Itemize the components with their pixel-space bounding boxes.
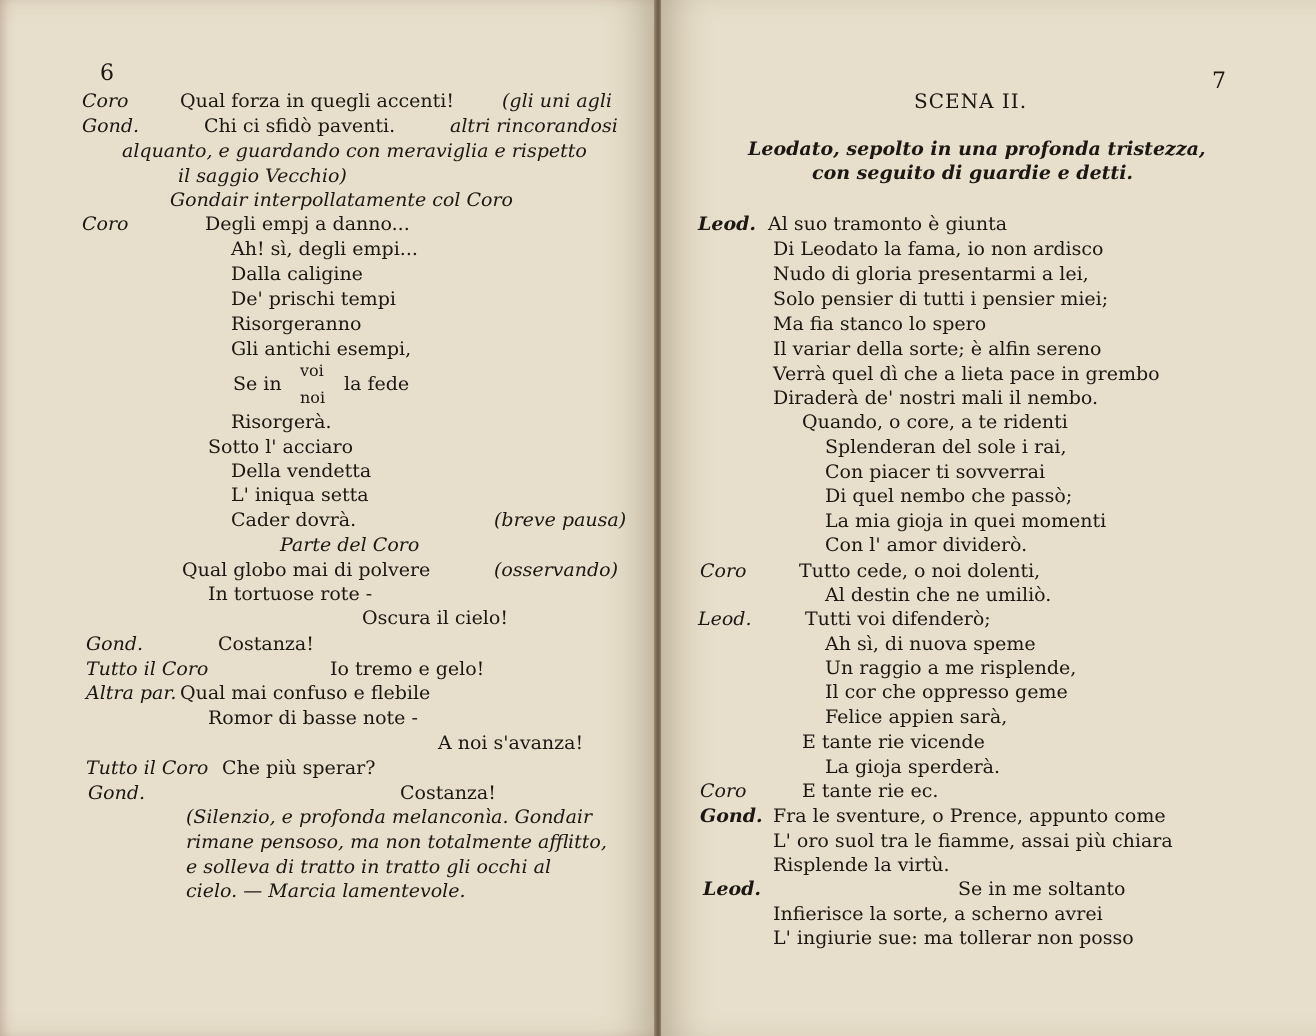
page-number: 7 bbox=[1212, 69, 1226, 94]
verse-line: In tortuose rote - bbox=[208, 583, 373, 605]
verse-line: Qual globo mai di polvere bbox=[182, 559, 431, 581]
verse-line: L' iniqua setta bbox=[231, 484, 369, 506]
stage-direction: e solleva di tratto in tratto gli occhi al bbox=[186, 856, 552, 878]
alternative-upper: voi bbox=[300, 361, 324, 380]
speaker: Gond. bbox=[700, 805, 763, 827]
stage-direction: (osservando) bbox=[494, 559, 618, 581]
verse-line: Gli antichi esempi, bbox=[231, 338, 412, 360]
verse-line: E tante rie ec. bbox=[802, 780, 939, 802]
verse-line: Con piacer ti sovverrai bbox=[825, 461, 1046, 483]
verse-line: L' ingiurie sue: ma tollerar non posso bbox=[773, 927, 1134, 949]
verse-line: La mia gioja in quei momenti bbox=[825, 510, 1107, 532]
speaker: Leod. bbox=[698, 213, 757, 235]
verse-line: Con l' amor dividerò. bbox=[825, 534, 1028, 556]
verse-line: Felice appien sarà, bbox=[825, 706, 1008, 728]
stage-direction: altri rincorandosi bbox=[450, 115, 618, 137]
verse-line: Infierisce la sorte, a scherno avrei bbox=[773, 903, 1103, 925]
verse-line: Solo pensier di tutti i pensier miei; bbox=[773, 288, 1109, 310]
speaker: Gond. bbox=[86, 633, 144, 655]
verse-line: Risorgeranno bbox=[231, 313, 362, 335]
verse-line: Degli empj a danno... bbox=[205, 213, 410, 235]
verse-line: Splenderan del sole i rai, bbox=[825, 436, 1067, 458]
left-page bbox=[0, 0, 655, 1036]
scene-title: SCENA II. bbox=[914, 89, 1028, 113]
verse-line: E tante rie vicende bbox=[802, 731, 985, 753]
verse-line: Diraderà de' nostri mali il nembo. bbox=[773, 387, 1099, 409]
page-number: 6 bbox=[100, 61, 114, 86]
speaker: Leod. bbox=[698, 608, 752, 630]
verse-line: Chi ci sfidò paventi. bbox=[204, 115, 396, 137]
verse-line: Il variar della sorte; è alfin sereno bbox=[773, 338, 1102, 360]
verse-line: Costanza! bbox=[218, 633, 314, 655]
verse-line: Tutto cede, o noi dolenti, bbox=[799, 560, 1041, 582]
verse-line: Qual forza in quegli accenti! bbox=[180, 90, 454, 112]
speaker: Coro bbox=[700, 780, 747, 802]
speaker: Gond. bbox=[88, 782, 146, 804]
speaker: Coro bbox=[82, 213, 129, 235]
verse-line: Di quel nembo che passò; bbox=[825, 485, 1073, 507]
verse-line: Se in me soltanto bbox=[958, 878, 1126, 900]
scene-direction: con seguito di guardie e detti. bbox=[812, 162, 1134, 184]
verse-line: Quando, o core, a te ridenti bbox=[802, 411, 1068, 433]
verse-line: la fede bbox=[344, 373, 410, 395]
verse-line: Fra le sventure, o Prence, appunto come bbox=[773, 805, 1166, 827]
speaker: Gond. bbox=[82, 115, 140, 137]
verse-line: L' oro suol tra le fiamme, assai più chiara bbox=[773, 830, 1173, 852]
verse-line: Che più sperar? bbox=[222, 757, 376, 779]
stage-direction: il saggio Vecchio) bbox=[178, 165, 347, 187]
stage-direction: (Silenzio, e profonda melanconìa. Gondair bbox=[186, 806, 593, 828]
stage-direction: (breve pausa) bbox=[494, 509, 627, 531]
verse-line: Ah sì, di nuova speme bbox=[825, 633, 1036, 655]
stage-direction: Parte del Coro bbox=[280, 534, 420, 556]
stage-direction: cielo. — Marcia lamentevole. bbox=[186, 880, 466, 902]
verse-line: Di Leodato la fama, io non ardisco bbox=[773, 238, 1104, 260]
verse-line: Verrà quel dì che a lieta pace in grembo bbox=[773, 363, 1160, 385]
speaker: Tutto il Coro bbox=[86, 658, 209, 680]
verse-line: Io tremo e gelo! bbox=[330, 658, 485, 680]
verse-line: Tutti voi difenderò; bbox=[805, 608, 991, 630]
verse-line: Ma fia stanco lo spero bbox=[773, 313, 987, 335]
speaker: Tutto il Coro bbox=[86, 757, 209, 779]
speaker: Altra par. bbox=[86, 682, 177, 704]
verse-line: Al destin che ne umiliò. bbox=[825, 584, 1052, 606]
verse-line: La gioja sperderà. bbox=[825, 756, 1001, 778]
verse-line: Il cor che oppresso geme bbox=[825, 681, 1068, 703]
verse-line: Costanza! bbox=[400, 782, 496, 804]
verse-line: Risplende la virtù. bbox=[773, 854, 950, 876]
scene-direction: Leodato, sepolto in una profonda tristezza, bbox=[748, 138, 1206, 160]
verse-line: Nudo di gloria presentarmi a lei, bbox=[773, 263, 1089, 285]
verse-line: Qual mai confuso e flebile bbox=[180, 682, 431, 704]
speaker: Leod. bbox=[703, 878, 762, 900]
verse-line: Sotto l' acciaro bbox=[208, 436, 354, 458]
verse-line: Romor di basse note - bbox=[208, 707, 418, 729]
verse-line: Se in bbox=[233, 373, 282, 395]
verse-line: Un raggio a me risplende, bbox=[825, 657, 1077, 679]
speaker: Coro bbox=[700, 560, 747, 582]
verse-line: Ah! sì, degli empi... bbox=[231, 238, 418, 260]
verse-line: Dalla caligine bbox=[231, 263, 363, 285]
verse-line: Della vendetta bbox=[231, 460, 372, 482]
stage-direction: alquanto, e guardando con meraviglia e rispetto bbox=[122, 140, 587, 162]
verse-line: Cader dovrà. bbox=[231, 509, 357, 531]
speaker: Coro bbox=[82, 90, 129, 112]
stage-direction: (gli uni agli bbox=[502, 90, 613, 112]
stage-direction: rimane pensoso, ma non totalmente afflitto, bbox=[186, 831, 607, 853]
verse-line: A noi s'avanza! bbox=[438, 732, 584, 754]
stage-direction: Gondair interpollatamente col Coro bbox=[170, 189, 513, 211]
verse-line: Risorgerà. bbox=[231, 411, 332, 433]
verse-line: De' prischi tempi bbox=[231, 288, 396, 310]
right-page bbox=[661, 0, 1316, 1036]
alternative-lower: noi bbox=[300, 388, 326, 407]
verse-line: Al suo tramonto è giunta bbox=[768, 213, 1008, 235]
verse-line: Oscura il cielo! bbox=[362, 607, 508, 629]
